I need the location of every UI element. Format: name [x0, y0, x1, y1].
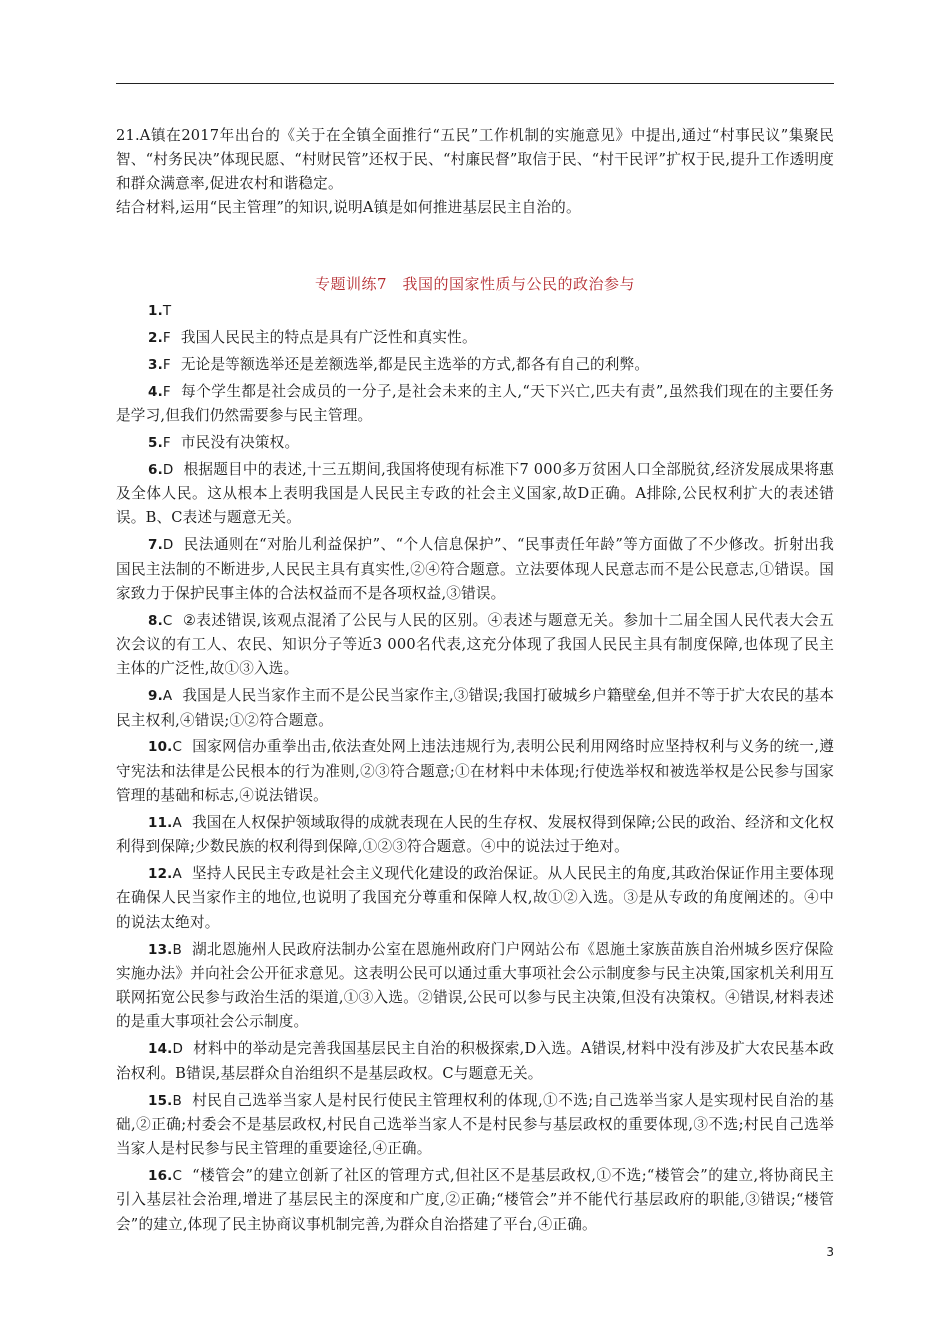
answer-number: 15.	[148, 1092, 173, 1109]
answer-item	[116, 353, 834, 377]
answer-explanation: “楼管会”的建立创新了社区的管理方式,但社区不是基层政权,①不选;“楼管会”的建立,将协商民主引入基层社会治理,增进了基层民主的深度和广度,②正确;“楼管会”并不能代行基层政府的职能,③错误;“楼管会”的建立,体现了民主协商议事机制完善,为群众自治搭建了平台,④正确。	[116, 1167, 834, 1233]
answer-item	[116, 431, 834, 455]
answer-item	[116, 1089, 834, 1162]
header-rule	[116, 83, 834, 84]
answer-key: D	[172, 1041, 184, 1058]
answer-item	[116, 458, 834, 531]
page-number: 3	[826, 1245, 834, 1259]
answer-item	[116, 299, 834, 323]
answer-key: F	[162, 383, 171, 400]
answer-number: 3.	[148, 356, 163, 373]
answer-explanation: 国家网信办重拳出击,依法查处网上违法违规行为,表明公民利用网络时应坚持权利与义务的统一,遵守宪法和法律是公民根本的行为准则,②③符合题意;①在材料中未体现;行使选举权和被选举权是公民参与国家管理的基础和标志,④说法错误。	[116, 738, 834, 804]
answer-item	[116, 862, 834, 935]
answer-list	[116, 299, 834, 1239]
answer-key: D	[162, 537, 174, 554]
answer-key: B	[172, 1092, 182, 1109]
question-21-paragraph: 21.A镇在2017年出台的《关于在全镇全面推行“五民”工作机制的实施意见》中提出,通过“村事民议”集聚民智、“村务民决”体现民愿、“村财民管”还权于民、“村廉民督”取信于民、“村干民评”扩权于民,提升工作透明度和群众满意率,促进农村和谐稳定。	[116, 127, 834, 192]
answer-key: D	[162, 461, 174, 478]
answer-explanation: 坚持人民民主专政是社会主义现代化建设的政治保证。从人民民主的角度,其政治保证作用主要体现在确保人民当家作主的地位,也说明了我国充分尊重和保障人权,故①②入选。③是从专政的角度阐述的。④中的说法太绝对。	[116, 865, 834, 931]
answer-number: 12.	[148, 866, 173, 883]
answer-explanation: 市民没有决策权。	[180, 433, 300, 451]
answer-explanation: 我国是人民当家作主而不是公民当家作主,③错误;我国打破城乡户籍壁垒,但并不等于扩大农民的基本民主权利,④错误;①②符合题意。	[116, 687, 834, 729]
answer-number: 14.	[148, 1041, 173, 1058]
answer-number: 13.	[148, 941, 173, 958]
question-21-prompt: 结合材料,运用“民主管理”的知识,说明A镇是如何推进基层民主自治的。	[116, 199, 581, 216]
answer-item	[116, 609, 834, 682]
answer-explanation: 材料中的举动是完善我国基层民主自治的积极探索,D入选。A错误,材料中没有涉及扩大农民基本政治权利。B错误,基层群众自治组织不是基层政权。C与题意无关。	[116, 1040, 834, 1082]
answer-item	[116, 326, 834, 350]
answer-number: 16.	[148, 1168, 173, 1184]
answer-number: 5.	[148, 434, 163, 451]
answer-number: 10.	[148, 739, 173, 756]
answer-item	[116, 938, 834, 1035]
answer-item	[116, 684, 834, 733]
answer-key: A	[172, 866, 182, 883]
answer-number: 7.	[148, 537, 163, 554]
section-title: 专题训练7 我国的国家性质与公民的政治参与	[314, 275, 636, 293]
answer-number: 11.	[148, 814, 173, 831]
answer-key: F	[162, 329, 171, 346]
answer-item	[116, 1037, 834, 1086]
answer-key: A	[162, 688, 173, 705]
answer-explanation: ②表述错误,该观点混淆了公民与人民的区别。④表述与题意无关。参加十二届全国人民代表大会五次会议的有工人、农民、知识分子等近3 000名代表,这充分体现了我国人民民主具有制度保障,也体现了民主主体的广泛性,故①③入选。	[116, 611, 834, 678]
answer-number: 1.	[148, 303, 163, 319]
answer-explanation: 根据题目中的表述,十三五期间,我国将使现有标准下7 000多万贫困人口全部脱贫,经济发展成果将惠及全体人民。这从根本上表明我国是人民民主专政的社会主义国家,故D正确。A排除,公民权利扩大的表述错误。B、C表述与题意无关。	[116, 460, 834, 527]
question-21	[116, 124, 834, 220]
answer-item	[116, 735, 834, 808]
answer-key: A	[172, 814, 182, 831]
answer-key: F	[162, 434, 171, 451]
answer-number: 4.	[148, 383, 163, 400]
answer-explanation: 民法通则在“对胎儿利益保护”、“个人信息保护”、“民事责任年龄”等方面做了不少修改。折射出我国民主法制的不断进步,人民民主具有真实性,②④符合题意。立法要体现人民意志而不是公民意志,①错误。国家致力于保护民事主体的合法权益而不是各项权益,③错误。	[116, 536, 834, 602]
answer-explanation: 村民自己选举当家人是村民行使民主管理权利的体现,①不选;自己选举当家人是实现村民自治的基础,②正确;村委会不是基层政权,村民自己选举当家人不是村民参与基层政权的重要体现,③不选;村民自己选举当家人是村民参与民主管理的重要途径,④正确。	[116, 1091, 834, 1158]
answer-item	[116, 1164, 834, 1237]
answer-explanation: 无论是等额选举还是差额选举,都是民主选举的方式,都各有自己的利弊。	[180, 355, 650, 373]
answer-key: C	[162, 612, 173, 629]
answer-key: F	[162, 356, 171, 373]
answer-key: B	[172, 941, 182, 958]
answer-number: 6.	[148, 461, 163, 478]
answer-explanation: 我国在人权保护领域取得的成就表现在人民的生存权、发展权得到保障;公民的政治、经济和文化权利得到保障;少数民族的权利得到保障,①②③符合题意。④中的说法过于绝对。	[116, 813, 834, 856]
answer-explanation: 每个学生都是社会成员的一分子,是社会未来的主人,“天下兴亡,匹夫有责”,虽然我们现在的主要任务是学习,但我们仍然需要参与民主管理。	[116, 382, 834, 424]
answer-item	[116, 811, 834, 860]
answer-number: 9.	[148, 688, 163, 705]
answer-key: C	[172, 1168, 183, 1184]
answer-item	[116, 380, 834, 429]
answer-explanation: 我国人民民主的特点是具有广泛性和真实性。	[180, 328, 477, 346]
answer-number: 8.	[148, 612, 163, 629]
answer-key: C	[172, 739, 183, 756]
answer-number: 2.	[148, 329, 163, 346]
answer-item	[116, 533, 834, 606]
answer-explanation: 湖北恩施州人民政府法制办公室在恩施州政府门户网站公布《恩施土家族苗族自治州城乡医疗保险实施办法》并向社会公开征求意见。这表明公民可以通过重大事项社会公示制度参与民主决策,国家机关利用互联网拓宽公民参与政治生活的渠道,①③入选。②错误,公民可以参与民主决策,但没有决策权。④错误,材料表述的是重大事项社会公示制度。	[116, 940, 834, 1031]
answer-key: T	[162, 303, 172, 319]
